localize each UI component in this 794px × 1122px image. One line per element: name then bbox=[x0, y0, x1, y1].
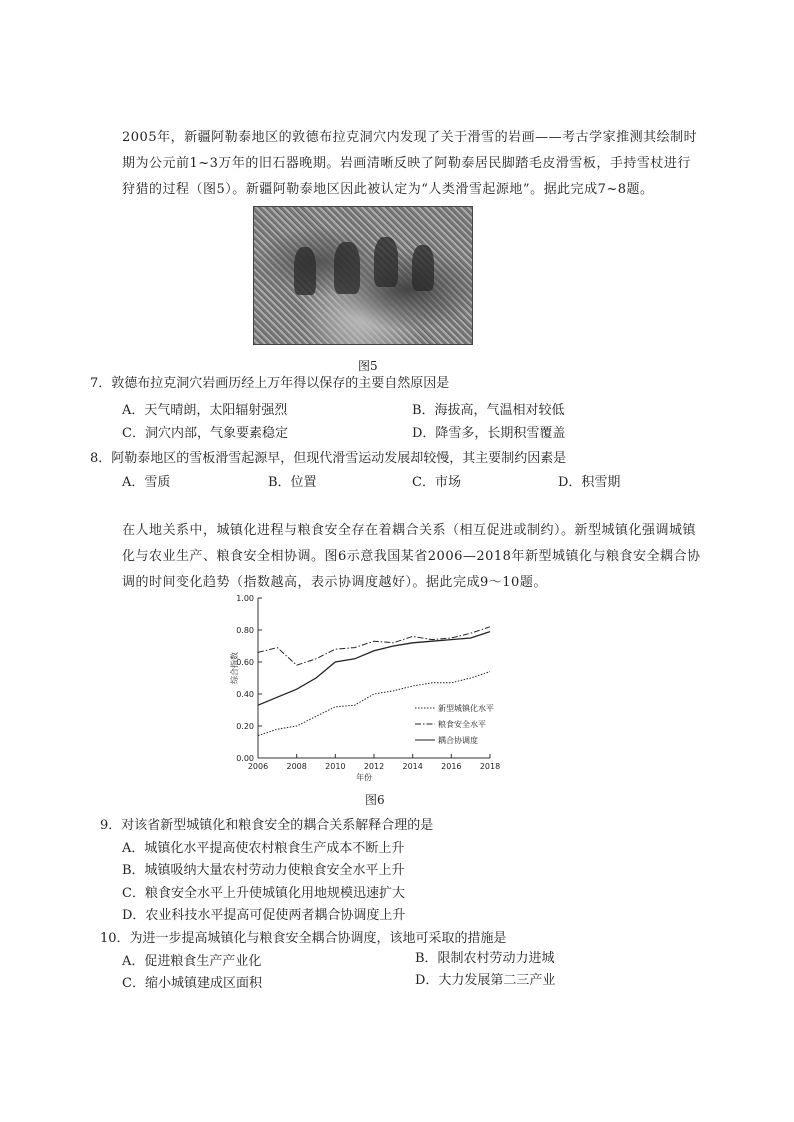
question-9-option-c: C．粮食安全水平上升使城镇化用地规模迅速扩大 bbox=[122, 886, 405, 901]
x-tick-label: 2018 bbox=[479, 762, 501, 771]
question-9-option-d: D．农业科技水平提高可促使两者耦合协调度上升 bbox=[122, 908, 406, 923]
question-9-stem: 9．对该省新型城镇化和粮食安全的耦合关系解释合理的是 bbox=[100, 818, 434, 833]
question-8-option-b: B．位置 bbox=[268, 475, 317, 490]
question-10-option-d: D．大力发展第二三产业 bbox=[415, 973, 556, 988]
legend-label-1: 粮食安全水平 bbox=[438, 720, 486, 729]
y-tick-label: 0.40 bbox=[236, 690, 254, 699]
question-10-option-c: C．缩小城镇建成区面积 bbox=[122, 976, 262, 991]
intro-paragraph-2: 在人地关系中，城镇化进程与粮食安全存在着耦合关系（相互促进或制约）。新型城镇化强调城镇化与农业生产、粮食安全相协调。图6示意我国某省2006—2018年新型城镇化与粮食安全耦合协调的时间变化趋势（指数越高，表示协调度越好）。据此完成9～10题。 bbox=[122, 523, 701, 590]
rock-painting-photo bbox=[253, 206, 473, 345]
legend-label-2: 耦合协调度 bbox=[438, 736, 478, 745]
question-9-option-b: B．城镇吸纳大量农村劳动力使粮食安全水平上升 bbox=[122, 863, 405, 878]
question-8-option-d: D．积雪期 bbox=[558, 475, 621, 490]
y-tick-label: 0.80 bbox=[236, 626, 254, 635]
question-10-stem: 10．为进一步提高城镇化与粮食安全耦合协调度，该地可采取的措施是 bbox=[100, 931, 507, 946]
x-tick-label: 2016 bbox=[441, 762, 462, 771]
question-10-option-a: A．促进粮食生产产业化 bbox=[122, 954, 262, 969]
question-7-option-a: A．天气晴朗，太阳辐射强烈 bbox=[122, 403, 288, 418]
y-tick-label: 0.00 bbox=[236, 754, 254, 763]
series-line-2 bbox=[258, 632, 490, 706]
question-9-option-a: A．城镇化水平提高使农村粮食生产成本不断上升 bbox=[122, 841, 405, 856]
question-7-stem: 7．敦德布拉克洞穴岩画历经上万年得以保存的主要自然原因是 bbox=[90, 376, 450, 391]
x-tick-label: 2008 bbox=[286, 762, 307, 771]
figure-6-caption: 图6 bbox=[365, 793, 385, 807]
x-tick-label: 2012 bbox=[363, 762, 385, 771]
intro-paragraph-1: 2005年，新疆阿勒泰地区的敦德布拉克洞穴内发现了关于滑雪的岩画——考古学家推测其绘制时期为公元前1~3万年的旧石器晚期。岩画清晰反映了阿勒泰居民脚踏毛皮滑雪板，手持雪杖进行狩猎的过程（图5）。新疆阿勒泰地区因此被认定为“人类滑雪起源地”。据此完成7~8题。 bbox=[122, 130, 698, 197]
question-7-option-b: B．海拔高，气温相对较低 bbox=[412, 403, 565, 418]
y-tick-label: 0.20 bbox=[236, 722, 254, 731]
coupling-chart bbox=[225, 588, 515, 793]
question-8-stem: 8．阿勒泰地区的雪板滑雪起源早，但现代滑雪运动发展却较慢，其主要制约因素是 bbox=[90, 451, 567, 466]
legend-label-0: 新型城镇化水平 bbox=[438, 704, 494, 713]
figure-5-caption: 图5 bbox=[358, 359, 378, 373]
x-tick-label: 2014 bbox=[402, 762, 423, 771]
y-tick-label: 0.60 bbox=[236, 658, 254, 667]
series-line-1 bbox=[258, 627, 490, 665]
y-tick-label: 1.00 bbox=[236, 594, 254, 603]
y-axis-label: 综合指数 bbox=[230, 652, 239, 684]
question-7-option-d: D．降雪多，长期积雪覆盖 bbox=[412, 426, 566, 441]
x-tick-label: 2006 bbox=[247, 762, 269, 771]
question-7-option-c: C．洞穴内部，气象要素稳定 bbox=[122, 426, 288, 441]
question-8-option-a: A．雪质 bbox=[122, 475, 171, 490]
x-tick-label: 2010 bbox=[325, 762, 346, 771]
x-axis-label: 年份 bbox=[356, 773, 372, 782]
question-10-option-b: B．限制农村劳动力进城 bbox=[415, 951, 555, 966]
question-8-option-c: C．市场 bbox=[412, 475, 461, 490]
